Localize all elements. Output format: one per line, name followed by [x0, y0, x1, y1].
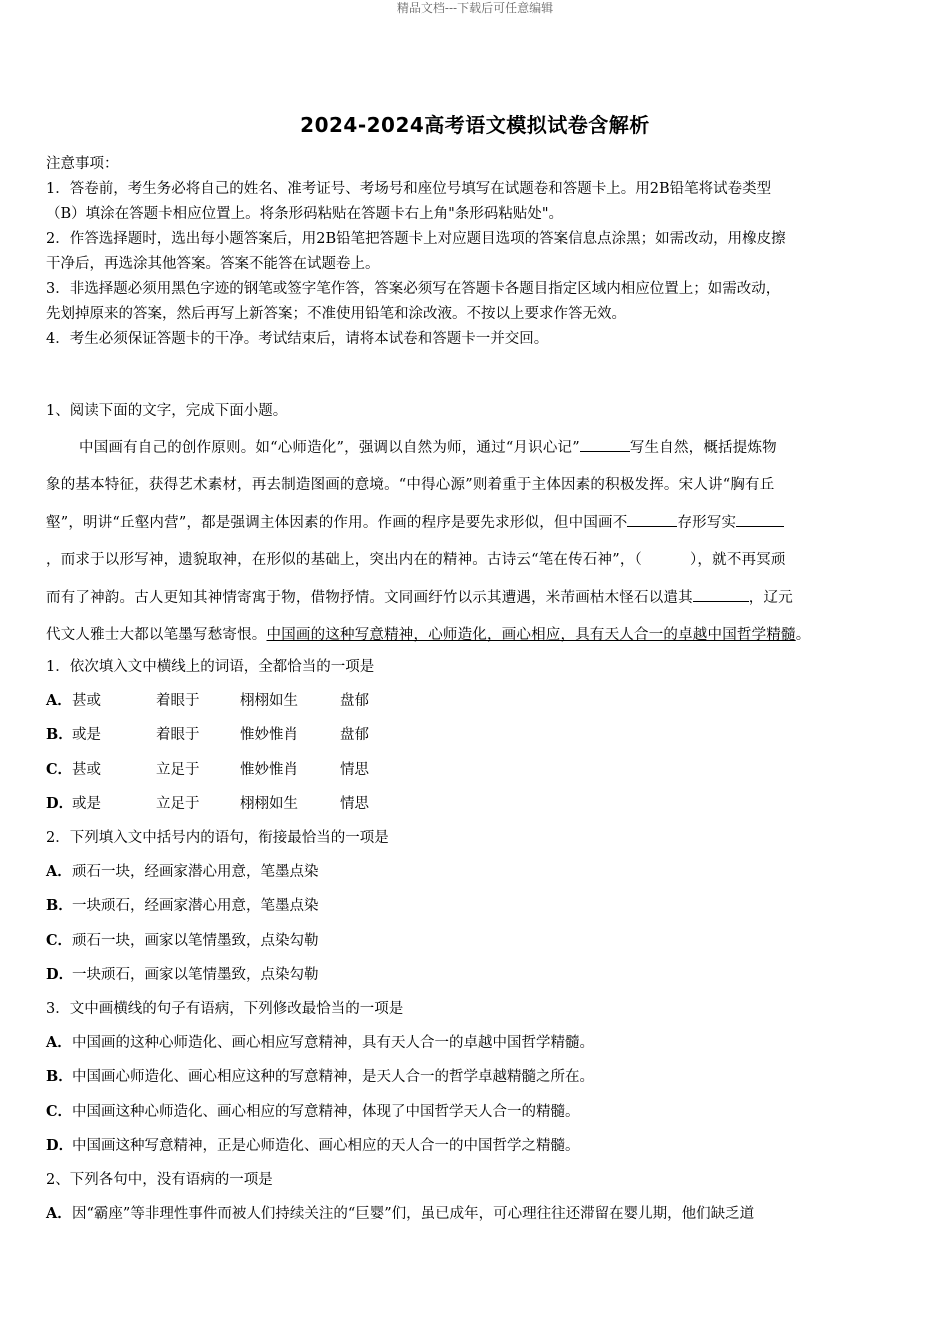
- reading-passage: [46, 430, 906, 654]
- option-row[interactable]: [46, 1060, 906, 1094]
- option-word: 栩栩如生: [240, 693, 298, 710]
- notes-line: 1．答卷前，考生务必将自己的姓名、准考证号、考场号和座位号填写在试题卷和答题卡上。用2B铅笔将试卷类型: [46, 181, 772, 197]
- notes-line: 干净后，再选涂其他答案。答案不能答在试题卷上。: [46, 256, 380, 272]
- option-word: 或是: [72, 795, 101, 812]
- question-stem: 3．文中画横线的句子有语病，下列修改最恰当的一项是: [46, 1001, 404, 1018]
- option-word: 惟妙惟肖: [240, 761, 298, 778]
- passage-line: [46, 505, 906, 542]
- option-letter: C．: [46, 760, 73, 778]
- option-word: 盘郁: [340, 727, 369, 744]
- passage-text: ），就不再冥顽: [689, 552, 786, 569]
- option-row[interactable]: [46, 855, 906, 889]
- option-word: 惟妙惟肖: [240, 727, 298, 744]
- option-row[interactable]: [46, 958, 906, 992]
- passage-line: [46, 617, 906, 654]
- option-word: 或是: [72, 727, 101, 744]
- option-letter: B．: [46, 1068, 73, 1086]
- notes-section: [46, 152, 906, 352]
- section2-heading: 2、下列各句中，没有语病的一项是: [46, 1172, 273, 1189]
- option-row[interactable]: [46, 924, 906, 958]
- option-letter: A．: [46, 692, 72, 710]
- option-word: 情思: [340, 795, 369, 812]
- passage-text: 象的基本特征，获得艺术素材，再去制造图画的意境。“中得心源”则着重于主体因素的积极发挥。宋人讲“胸有丘: [46, 477, 775, 494]
- option-letter: C．: [46, 1102, 73, 1120]
- option-word: 甚或: [72, 693, 101, 710]
- passage-line: [46, 467, 906, 504]
- option-text: 顽石一块，经画家潜心用意，笔墨点染: [72, 864, 319, 881]
- option-word: 栩栩如生: [240, 795, 298, 812]
- option-text: 中国画心师造化、画心相应这种的写意精神，是天人合一的哲学卓越精髓之所在。: [72, 1069, 594, 1086]
- option-row[interactable]: [46, 1197, 906, 1231]
- option-row[interactable]: [46, 889, 906, 923]
- option-letter: D．: [46, 965, 74, 983]
- notes-line: 4．考生必须保证答题卡的干净。考试结束后，请将本试卷和答题卡一并交回。: [46, 331, 549, 347]
- passage-line: [46, 430, 906, 467]
- header-note: 精品文档---下载后可任意编辑: [396, 1, 554, 15]
- passage-text: 而有了神韵。古人更知其神情寄寓于物，借物抒情。文同画纡竹以示其遭遇，米芾画枯木怪石以遣其: [46, 589, 693, 606]
- option-text: 因“霸座”等非理性事件而被人们持续关注的“巨婴”们，虽已成年，可心理往往还滞留在婴儿期，他们缺乏道: [72, 1206, 755, 1223]
- passage-text: 代文人雅士大都以笔墨写愁寄恨。: [46, 627, 267, 644]
- passage-text: 存形写实: [677, 514, 737, 531]
- option-text: 一块顽石，经画家潜心用意，笔墨点染: [72, 898, 319, 915]
- passage-text: 写生自然，概括提炼物: [629, 440, 777, 456]
- passage-text: 壑”，明讲“丘壑内营”，都是强调主体因素的作用。作画的程序是要先求形似，但中国画不: [46, 514, 628, 531]
- fill-blank-2[interactable]: [627, 511, 677, 527]
- notes-line: 先划掉原来的答案，然后再写上新答案；不准使用铅笔和涂改液。不按以上要求作答无效。: [46, 306, 626, 322]
- option-letter: D．: [46, 794, 74, 812]
- questions-section: [46, 650, 906, 1231]
- option-letter: B．: [46, 726, 73, 744]
- fill-blank-4[interactable]: [693, 585, 749, 601]
- option-row[interactable]: [46, 1026, 906, 1060]
- option-row[interactable]: [46, 787, 906, 821]
- option-row[interactable]: [46, 1095, 906, 1129]
- passage-line: [46, 580, 906, 617]
- option-text: 顽石一块，画家以笔情墨致，点染勾勒: [72, 932, 319, 949]
- fill-blank-3[interactable]: [736, 511, 784, 527]
- passage-text: ，而求于以形写神，遗貌取神，在形似的基础上，突出内在的精神。古诗云“笔在传石神”，（: [46, 552, 642, 569]
- option-row[interactable]: [46, 684, 906, 718]
- question-stem: 2．下列填入文中括号内的语句，衔接最恰当的一项是: [46, 830, 389, 847]
- option-word: 立足于: [156, 795, 200, 812]
- notes-line: 3．非选择题必须用黑色字迹的钢笔或签字笔作答，答案必须写在答题卡各题目指定区域内相应位置上；如需改动，: [46, 281, 781, 297]
- question-stem: 1．依次填入文中横线上的词语，全都恰当的一项是: [46, 659, 375, 675]
- option-text: 一块顽石，画家以笔情墨致，点染勾勒: [72, 966, 319, 983]
- option-word: 盘郁: [340, 693, 369, 710]
- option-text: 中国画的这种心师造化、画心相应写意精神，具有天人合一的卓越中国哲学精髓。: [72, 1035, 594, 1052]
- passage-line: [46, 542, 906, 579]
- option-letter: D．: [46, 1136, 74, 1154]
- option-row[interactable]: [46, 718, 906, 752]
- option-row[interactable]: [46, 753, 906, 787]
- option-word: 着眼于: [156, 727, 200, 744]
- passage-text: ，辽元: [748, 589, 793, 606]
- option-letter: A．: [46, 1205, 72, 1223]
- option-word: 甚或: [72, 761, 101, 778]
- option-letter: B．: [46, 897, 73, 915]
- option-letter: C．: [46, 931, 73, 949]
- passage-text: 中国画有自己的创作原则。如“心师造化”，强调以自然为师，通过“月识心记”: [79, 440, 580, 456]
- notes-line: 2．作答选择题时，选出每小题答案后，用2B铅笔把答题卡上对应题目选项的答案信息点涂黑；如需改动，用橡皮擦: [46, 231, 786, 247]
- option-word: 情思: [340, 761, 369, 778]
- option-text: 中国画这种心师造化、画心相应的写意精神，体现了中国哲学天人合一的精髓。: [72, 1103, 580, 1120]
- option-text: 中国画这种写意精神，正是心师造化、画心相应的天人合一的中国哲学之精髓。: [72, 1137, 580, 1154]
- option-letter: A．: [46, 863, 72, 881]
- page-title: 2024-2024高考语文模拟试卷含解析: [300, 113, 650, 137]
- option-row[interactable]: [46, 1129, 906, 1163]
- section1-heading: 1、阅读下面的文字，完成下面小题。: [46, 403, 288, 419]
- option-word: 着眼于: [156, 693, 200, 710]
- notes-heading: 注意事项：: [46, 156, 119, 172]
- fill-blank-1[interactable]: [580, 436, 630, 452]
- passage-text: 。: [795, 627, 811, 644]
- notes-line: （B）填涂在答题卡相应位置上。将条形码粘贴在答题卡右上角"条形码粘贴处"。: [46, 206, 563, 222]
- option-letter: A．: [46, 1034, 72, 1052]
- option-word: 立足于: [156, 761, 200, 778]
- underlined-sentence: 中国画的这种写意精神，心师造化，画心相应，具有天人合一的卓越中国哲学精髓: [266, 627, 796, 644]
